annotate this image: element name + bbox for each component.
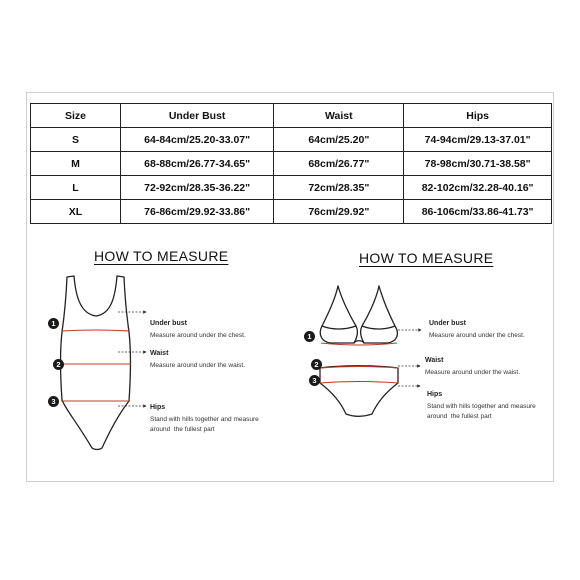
left-step-label-hips: Hips xyxy=(150,404,166,411)
header-under-bust: Under Bust xyxy=(120,104,274,128)
header-size: Size xyxy=(31,104,121,128)
left-step-label-under-bust: Under bust xyxy=(150,320,187,327)
cell-waist: 76cm/29.92" xyxy=(274,200,404,224)
right-guide-heading: HOW TO MEASURE xyxy=(359,250,494,266)
left-step-desc-waist: Measure around under the waist. xyxy=(150,362,246,369)
cell-size: M xyxy=(31,152,121,176)
cell-under-bust: 64-84cm/25.20-33.07" xyxy=(120,128,274,152)
cell-size: XL xyxy=(31,200,121,224)
one-piece-arrows xyxy=(118,312,146,406)
cell-waist: 68cm/26.77" xyxy=(274,152,404,176)
header-waist: Waist xyxy=(274,104,404,128)
bikini-measure-lines xyxy=(320,343,398,383)
cell-hips: 86-106cm/33.86-41.73" xyxy=(404,200,552,224)
cell-under-bust: 72-92cm/28.35-36.22" xyxy=(120,176,274,200)
cell-hips: 74-94cm/29.13-37.01" xyxy=(404,128,552,152)
right-step-label-hips: Hips xyxy=(427,391,443,398)
step-number-badge: 2 xyxy=(53,359,64,370)
right-step-label-under-bust: Under bust xyxy=(429,320,466,327)
left-step-label-waist: Waist xyxy=(150,350,169,357)
left-guide-heading: HOW TO MEASURE xyxy=(94,248,229,264)
cell-under-bust: 76-86cm/29.92-33.86" xyxy=(120,200,274,224)
cell-hips: 78-98cm/30.71-38.58" xyxy=(404,152,552,176)
bikini-icon xyxy=(320,286,398,416)
step-number-badge: 1 xyxy=(48,318,59,329)
cell-waist: 72cm/28.35" xyxy=(274,176,404,200)
step-number-badge: 1 xyxy=(304,331,315,342)
waist-line xyxy=(320,367,398,369)
cell-size: L xyxy=(31,176,121,200)
header-hips: Hips xyxy=(404,104,552,128)
under-bust-line xyxy=(62,330,129,331)
cell-size: S xyxy=(31,128,121,152)
right-step-desc-waist: Measure around under the waist. xyxy=(425,369,521,376)
left-step-desc-hips: Stand with hills together and measure around the fullest part xyxy=(150,416,259,433)
cell-waist: 64cm/25.20" xyxy=(274,128,404,152)
step-number-badge: 2 xyxy=(311,359,322,370)
step-number-badge: 3 xyxy=(309,375,320,386)
left-step-desc-under-bust: Measure around under the chest. xyxy=(150,332,246,339)
bikini-arrows xyxy=(398,330,421,386)
right-step-desc-hips: Stand with hills together and measure around the fullest part xyxy=(427,403,536,420)
hips-line xyxy=(320,382,398,384)
right-step-label-waist: Waist xyxy=(425,357,444,364)
step-number-badge: 3 xyxy=(48,396,59,407)
cell-under-bust: 68-88cm/26.77-34.65" xyxy=(120,152,274,176)
cell-hips: 82-102cm/32.28-40.16" xyxy=(404,176,552,200)
one-piece-measure-lines xyxy=(60,330,131,401)
right-step-desc-under-bust: Measure around under the chest. xyxy=(429,332,525,339)
one-piece-swimsuit-icon xyxy=(61,276,131,450)
